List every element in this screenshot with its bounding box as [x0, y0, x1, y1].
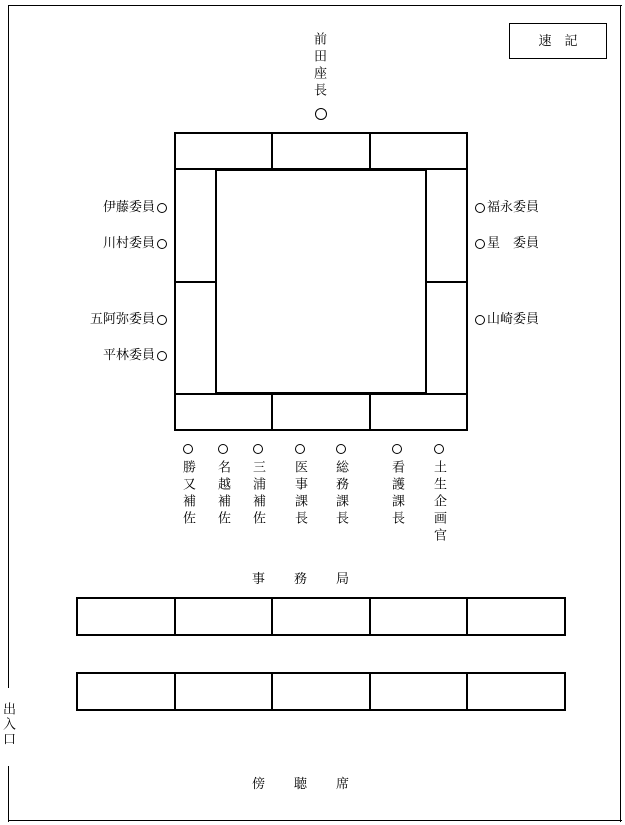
seat-icon — [475, 315, 485, 325]
member-name: 五阿弥委員 — [89, 312, 155, 327]
staff-name: 勝又補佐 — [180, 460, 195, 528]
table-right-column — [425, 170, 468, 394]
table-cell — [371, 674, 469, 709]
staff-name: 看護課長 — [389, 460, 404, 528]
table-cell — [273, 134, 370, 168]
seat-icon — [475, 239, 485, 249]
chair-seat-icon — [315, 108, 327, 120]
left-member — [103, 349, 167, 362]
table-cell — [176, 599, 274, 634]
table-cell — [176, 134, 273, 168]
table-cell — [273, 599, 371, 634]
member-name: 伊藤委員 — [102, 200, 155, 215]
table-cell — [371, 395, 466, 429]
table-cell — [78, 599, 176, 634]
table-inner-top — [215, 169, 427, 171]
shorthand-badge — [509, 23, 607, 59]
table-cell — [468, 674, 564, 709]
secretariat-label: 事 務 局 — [252, 572, 358, 587]
right-member — [475, 201, 539, 214]
frame-left-upper — [8, 5, 9, 688]
right-member — [475, 313, 539, 326]
table-bottom-row — [174, 393, 468, 431]
staff-name: 名越補佐 — [215, 460, 230, 528]
seat-icon — [295, 444, 305, 454]
seat-icon — [475, 203, 485, 213]
secretariat-table-front — [76, 597, 566, 636]
secretariat-table-back — [76, 672, 566, 711]
table-cell — [273, 674, 371, 709]
staff-name: 土生企画官 — [431, 460, 446, 545]
staff-name: 三浦補佐 — [250, 460, 265, 528]
member-name: 平林委員 — [102, 348, 155, 363]
seat-icon — [157, 315, 167, 325]
left-member — [103, 201, 167, 214]
left-member — [90, 313, 167, 326]
frame-top — [8, 5, 622, 6]
staff-name: 医事課長 — [292, 460, 307, 528]
seat-icon — [157, 351, 167, 361]
table-cell — [371, 134, 466, 168]
left-member — [103, 237, 167, 250]
frame-right — [620, 5, 621, 822]
table-cell — [78, 674, 176, 709]
table-divider — [427, 281, 466, 283]
chair-name: 前田座長 — [311, 32, 326, 100]
member-name: 星 委員 — [487, 236, 540, 251]
staff-name: 総務課長 — [333, 460, 348, 528]
seat-icon — [218, 444, 228, 454]
member-name: 福永委員 — [487, 200, 540, 215]
exit-label: 出入口 — [0, 702, 15, 747]
seat-icon — [392, 444, 402, 454]
table-top-row — [174, 132, 468, 170]
frame-bottom — [8, 820, 622, 821]
frame-left-lower — [8, 766, 9, 822]
shorthand-label: 速 記 — [538, 33, 578, 49]
seat-icon — [336, 444, 346, 454]
table-cell — [468, 599, 564, 634]
seat-icon — [157, 239, 167, 249]
table-left-column — [174, 170, 217, 394]
table-divider — [176, 281, 215, 283]
table-cell — [371, 599, 469, 634]
gallery-label: 傍 聴 席 — [252, 777, 358, 792]
seat-icon — [157, 203, 167, 213]
seat-icon — [253, 444, 263, 454]
table-cell — [176, 395, 273, 429]
seat-icon — [183, 444, 193, 454]
member-name: 川村委員 — [102, 236, 155, 251]
seat-icon — [434, 444, 444, 454]
table-cell — [176, 674, 274, 709]
member-name: 山崎委員 — [487, 312, 540, 327]
right-member — [475, 237, 539, 250]
table-cell — [273, 395, 370, 429]
